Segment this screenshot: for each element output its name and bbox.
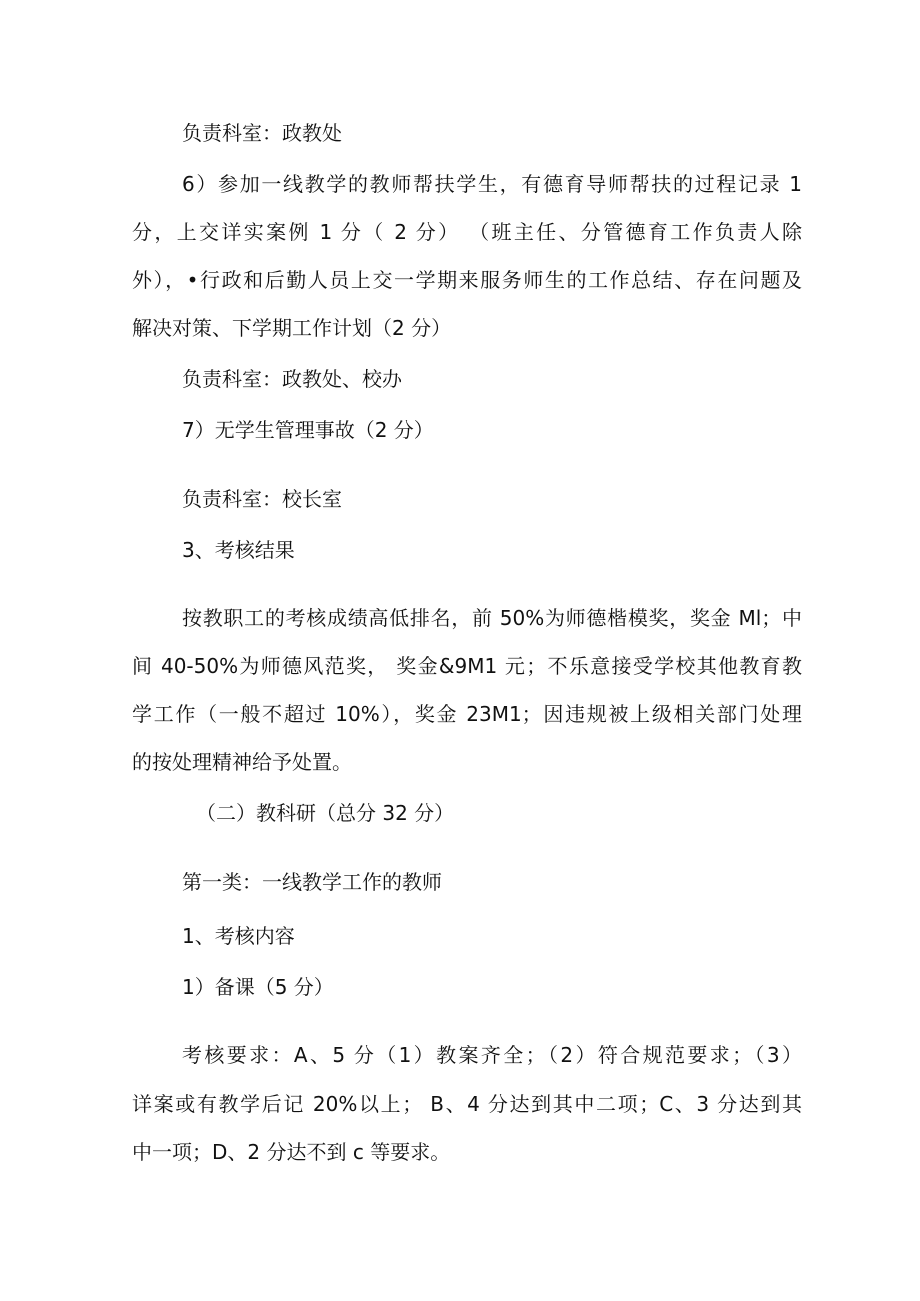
item-6-line-1: 6）参加一线教学的教师帮扶学生，有德育导师帮扶的过程记录 1 (182, 172, 802, 196)
results-para-line-3: 学工作（一般不超过 10%），奖金 23M1；因违规被上级相关部门处理 (132, 702, 802, 726)
category-heading: 第一类：一线教学工作的教师 (182, 870, 442, 894)
requirements-line-1: 考核要求：A、5 分（1）教案齐全；（2）符合规范要求；（3） (182, 1043, 802, 1067)
item-6-line-3: 外），•行政和后勤人员上交一学期来服务师生的工作总结、存在问题及 (132, 268, 802, 292)
results-para-line-4: 的按处理精神给予处置。 (132, 750, 352, 774)
item-1-heading: 1）备课（5 分） (182, 975, 334, 999)
item-6-line-4: 解决对策、下学期工作计划（2 分） (132, 316, 452, 340)
subsection-heading-content: 1、考核内容 (182, 924, 295, 948)
dept-line-3: 负责科室：校长室 (182, 487, 342, 511)
item-7-line: 7）无学生管理事故（2 分） (182, 418, 434, 442)
requirements-line-2: 详案或有教学后记 20%以上； B、4 分达到其中二项；C、3 分达到其 (132, 1092, 802, 1116)
results-para-line-1: 按教职工的考核成绩高低排名，前 50%为师德楷模奖，奖金 Ml；中 (182, 606, 802, 630)
requirements-line-3: 中一项；D、2 分达不到 c 等要求。 (132, 1140, 451, 1164)
item-6-line-2: 分，上交详实案例 1 分（ 2 分） （班主任、分管德育工作负责人除 (132, 220, 802, 244)
results-para-line-2: 间 40-50%为师德风范奖， 奖金&9M1 元；不乐意接受学校其他教育教 (132, 654, 802, 678)
dept-line-2: 负责科室：政教处、校办 (182, 367, 402, 391)
dept-line-1: 负责科室：政教处 (182, 121, 342, 145)
section-heading-research: （二）教科研（总分 32 分） (196, 801, 455, 825)
section-heading-results: 3、考核结果 (182, 538, 295, 562)
